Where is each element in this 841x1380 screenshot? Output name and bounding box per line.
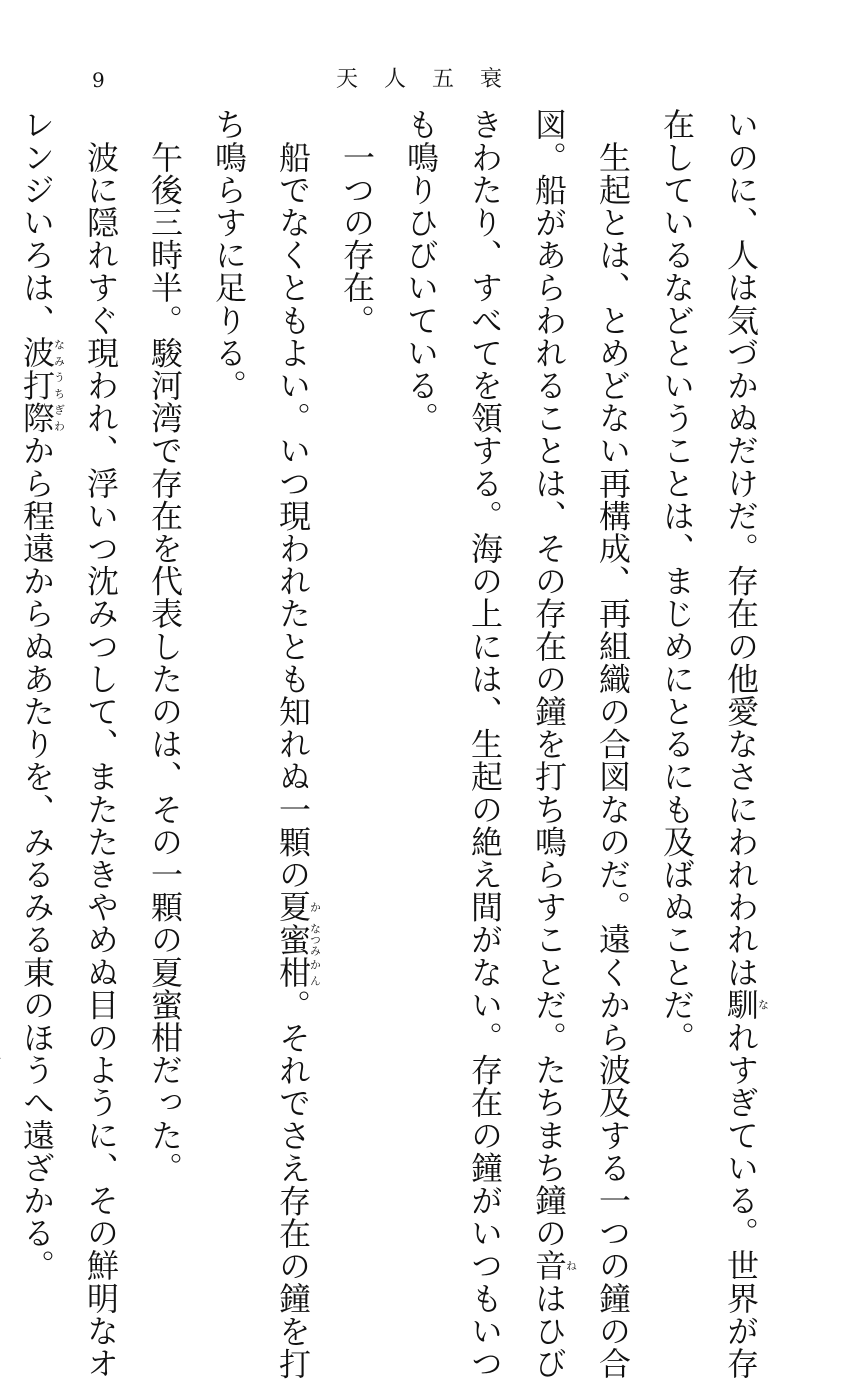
ruby-annotation bbox=[722, 988, 770, 1021]
text-segment: 生起とは、とめどない再構成、再組織の合図なのだ。遠くから波及する一つの鐘の合 bbox=[594, 108, 632, 1380]
text-line bbox=[0, 108, 5, 1118]
text-segment: から程遠からぬあたりを、みるみる東のほうへ遠ざかる。 bbox=[18, 434, 56, 1282]
text-line bbox=[709, 108, 773, 1380]
ruby-base: 馴 bbox=[722, 988, 760, 1021]
text-segment: 波に隠れすぐ現われ、浮いつ沈みつして、またたきやめぬ目のように、その鮮明なオ bbox=[82, 108, 120, 1380]
ruby-reading bbox=[0, 1021, 2, 1086]
text-line bbox=[389, 108, 453, 1118]
body-text bbox=[18, 108, 773, 1380]
ruby-base: 波打際 bbox=[18, 336, 56, 435]
ruby-reading: な bbox=[756, 988, 770, 1021]
text-segment: はひび bbox=[530, 1281, 568, 1380]
text-line bbox=[197, 108, 261, 1118]
text-line bbox=[5, 108, 69, 1282]
ruby-reading: なつみ bbox=[308, 923, 322, 957]
ruby-reading: かん bbox=[308, 956, 322, 989]
text-segment: 。それでさえ存在の鐘を打 bbox=[274, 988, 312, 1380]
text-line bbox=[325, 108, 389, 1118]
text-segment: きわたり、すべてを領する。海の上には、生起の絶え間がない。存在の鐘がいつもいつ bbox=[466, 108, 504, 1380]
text-segment: 午後三時半。駿河湾で存在を代表したのは、その一顆の夏蜜柑だった。 bbox=[146, 108, 184, 1184]
ruby-base: 蜜 bbox=[274, 923, 312, 956]
ruby-base: 柑 bbox=[274, 956, 312, 989]
ruby-annotation bbox=[18, 336, 66, 435]
text-segment: 船でなくともよい。いつ現われたとも知れぬ一顆の bbox=[274, 108, 312, 891]
ruby-reading: か bbox=[308, 890, 322, 923]
text-segment: いのに、人は気づかぬだけだ。存在の他愛なさにわれわれは bbox=[722, 108, 760, 989]
page-number: 9 bbox=[92, 68, 105, 92]
text-line bbox=[453, 108, 517, 1380]
text-segment: れすぎている。世界が存 bbox=[722, 1020, 760, 1380]
text-line bbox=[69, 108, 133, 1380]
text-segment: 図。船があらわれることは、その存在の鐘を打ち鳴らすことだ。たちまち鐘の bbox=[530, 108, 568, 1249]
ruby-base: 夏 bbox=[274, 890, 312, 924]
text-segment: レンジいろは、 bbox=[18, 108, 56, 337]
text-segment: 在しているなどということは、まじめにとるにも及ばぬことだ。 bbox=[658, 108, 696, 1054]
text-line bbox=[581, 108, 645, 1380]
text-line bbox=[133, 108, 197, 1184]
text-line bbox=[645, 108, 709, 1118]
text-line bbox=[517, 108, 581, 1380]
text-line bbox=[261, 108, 325, 1380]
running-title: 天人五衰 bbox=[336, 67, 529, 92]
ruby-annotation bbox=[530, 1249, 578, 1282]
ruby-reading: ね bbox=[564, 1249, 578, 1282]
ruby-annotation bbox=[274, 890, 322, 924]
text-segment: も鳴りひびいている。 bbox=[402, 108, 440, 434]
ruby-base: 音 bbox=[530, 1249, 568, 1282]
text-segment: 一つの存在。 bbox=[338, 108, 376, 337]
ruby-annotation bbox=[274, 923, 322, 957]
ruby-annotation bbox=[274, 956, 322, 989]
ruby-reading: なみうちぎわ bbox=[52, 336, 66, 434]
text-segment: ち鳴らすに足りる。 bbox=[210, 108, 248, 402]
